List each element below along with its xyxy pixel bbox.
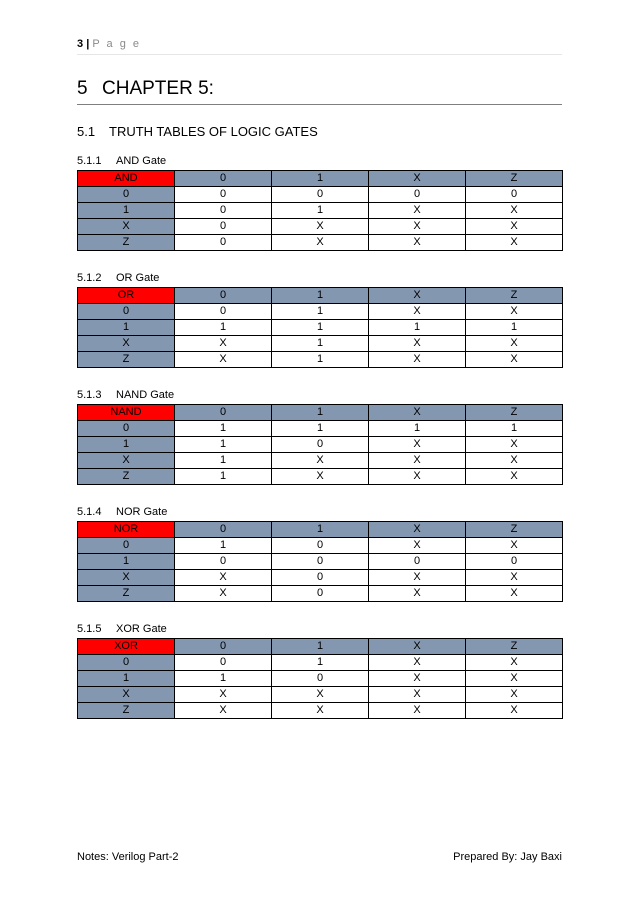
table-cell: 0	[466, 554, 563, 570]
column-header: 0	[175, 405, 272, 421]
gate-name-cell: NOR	[78, 522, 175, 538]
table-cell: X	[369, 538, 466, 554]
table-row	[78, 453, 563, 469]
section-title: TRUTH TABLES OF LOGIC GATES	[109, 124, 318, 139]
table-cell: X	[369, 203, 466, 219]
table-cell: 1	[272, 320, 369, 336]
column-header: 0	[175, 171, 272, 187]
table-cell: X	[175, 586, 272, 602]
gate-name-cell: OR	[78, 288, 175, 304]
table-cell: 0	[272, 586, 369, 602]
table-heading	[77, 623, 167, 635]
column-header: 1	[272, 405, 369, 421]
chapter-title: CHAPTER 5:	[102, 78, 214, 99]
table-cell: 0	[272, 671, 369, 687]
truth-table	[77, 521, 563, 602]
table-cell: 0	[369, 554, 466, 570]
table-cell: 1	[175, 437, 272, 453]
column-header: Z	[466, 639, 563, 655]
row-header: X	[78, 687, 175, 703]
row-header: 0	[78, 304, 175, 320]
table-title: NOR Gate	[116, 506, 168, 518]
table-cell: X	[175, 336, 272, 352]
table-cell: 0	[175, 304, 272, 320]
table-cell: 1	[272, 304, 369, 320]
row-header: 0	[78, 187, 175, 203]
table-cell: 0	[175, 219, 272, 235]
table-cell: X	[466, 336, 563, 352]
table-header-row	[78, 522, 563, 538]
table-row	[78, 336, 563, 352]
table-number: 5.1.5	[77, 623, 102, 635]
row-header: 0	[78, 421, 175, 437]
table-row	[78, 203, 563, 219]
table-cell: X	[272, 235, 369, 251]
table-cell: 1	[466, 421, 563, 437]
table-cell: 0	[369, 187, 466, 203]
section-number: 5.1	[77, 124, 96, 139]
row-header: Z	[78, 235, 175, 251]
table-cell: X	[369, 235, 466, 251]
table-cell: X	[466, 219, 563, 235]
chapter-number: 5	[77, 78, 88, 99]
table-cell: X	[369, 655, 466, 671]
table-title: XOR Gate	[116, 623, 167, 635]
table-cell: X	[466, 203, 563, 219]
table-cell: 0	[175, 187, 272, 203]
table-cell: X	[369, 703, 466, 719]
table-row	[78, 304, 563, 320]
table-cell: X	[369, 437, 466, 453]
column-header: X	[369, 405, 466, 421]
table-cell: X	[369, 219, 466, 235]
table-cell: X	[466, 687, 563, 703]
chapter-heading	[77, 78, 562, 105]
table-cell: X	[369, 586, 466, 602]
table-cell: 1	[175, 538, 272, 554]
gate-name-cell: AND	[78, 171, 175, 187]
table-cell: X	[369, 352, 466, 368]
table-cell: X	[369, 671, 466, 687]
table-cell: 0	[175, 655, 272, 671]
table-cell: X	[369, 570, 466, 586]
table-heading	[77, 506, 167, 518]
column-header: 1	[272, 288, 369, 304]
table-number: 5.1.1	[77, 155, 102, 167]
table-heading	[77, 389, 174, 401]
table-row	[78, 469, 563, 485]
table-cell: 0	[175, 203, 272, 219]
table-row	[78, 187, 563, 203]
table-cell: 1	[272, 352, 369, 368]
table-cell: X	[272, 453, 369, 469]
row-header: Z	[78, 352, 175, 368]
table-header-row	[78, 639, 563, 655]
table-cell: 0	[175, 554, 272, 570]
table-heading	[77, 155, 166, 167]
row-header: 0	[78, 655, 175, 671]
table-cell: X	[369, 304, 466, 320]
column-header: 1	[272, 522, 369, 538]
table-cell: X	[175, 687, 272, 703]
row-header: 1	[78, 554, 175, 570]
table-cell: 1	[272, 203, 369, 219]
table-cell: X	[272, 687, 369, 703]
row-header: X	[78, 219, 175, 235]
table-row	[78, 703, 563, 719]
column-header: Z	[466, 288, 563, 304]
table-row	[78, 671, 563, 687]
table-cell: 0	[175, 235, 272, 251]
table-cell: X	[466, 304, 563, 320]
footer-author: Prepared By: Jay Baxi	[453, 851, 562, 863]
page-header	[77, 38, 562, 55]
table-row	[78, 219, 563, 235]
table-heading	[77, 272, 159, 284]
table-cell: 1	[272, 421, 369, 437]
table-cell: X	[466, 469, 563, 485]
table-number: 5.1.2	[77, 272, 102, 284]
table-cell: 1	[369, 421, 466, 437]
table-title: NAND Gate	[116, 389, 175, 401]
row-header: 1	[78, 203, 175, 219]
table-header-row	[78, 288, 563, 304]
row-header: X	[78, 453, 175, 469]
table-cell: 1	[175, 320, 272, 336]
table-cell: X	[175, 703, 272, 719]
table-cell: 1	[272, 336, 369, 352]
table-cell: 1	[272, 655, 369, 671]
table-number: 5.1.3	[77, 389, 102, 401]
table-cell: X	[369, 453, 466, 469]
table-row	[78, 655, 563, 671]
table-row	[78, 570, 563, 586]
table-cell: X	[175, 352, 272, 368]
table-row	[78, 687, 563, 703]
table-cell: X	[466, 671, 563, 687]
page-separator: |	[86, 38, 90, 50]
gate-name-cell: NAND	[78, 405, 175, 421]
row-header: Z	[78, 586, 175, 602]
table-cell: 1	[175, 453, 272, 469]
table-cell: X	[466, 352, 563, 368]
row-header: X	[78, 336, 175, 352]
table-cell: 1	[175, 671, 272, 687]
column-header: Z	[466, 405, 563, 421]
row-header: 1	[78, 437, 175, 453]
column-header: 1	[272, 639, 369, 655]
table-row	[78, 437, 563, 453]
table-title: OR Gate	[116, 272, 160, 284]
row-header: Z	[78, 469, 175, 485]
table-title: AND Gate	[116, 155, 167, 167]
table-cell: 0	[466, 187, 563, 203]
section-heading	[77, 124, 318, 139]
table-cell: X	[369, 469, 466, 485]
table-cell: X	[466, 235, 563, 251]
column-header: X	[369, 522, 466, 538]
table-cell: X	[175, 570, 272, 586]
column-header: X	[369, 639, 466, 655]
table-row	[78, 421, 563, 437]
column-header: Z	[466, 171, 563, 187]
table-cell: 1	[175, 421, 272, 437]
table-row	[78, 235, 563, 251]
table-cell: X	[466, 703, 563, 719]
table-row	[78, 352, 563, 368]
table-cell: X	[272, 469, 369, 485]
table-cell: X	[466, 538, 563, 554]
row-header: 1	[78, 320, 175, 336]
table-cell: X	[466, 655, 563, 671]
table-cell: 1	[175, 469, 272, 485]
table-cell: 1	[369, 320, 466, 336]
table-header-row	[78, 171, 563, 187]
column-header: 0	[175, 639, 272, 655]
table-row	[78, 554, 563, 570]
row-header: 1	[78, 671, 175, 687]
row-header: 0	[78, 538, 175, 554]
table-cell: 0	[272, 570, 369, 586]
table-cell: 1	[466, 320, 563, 336]
column-header: X	[369, 288, 466, 304]
truth-table	[77, 638, 563, 719]
table-cell: X	[369, 687, 466, 703]
footer-notes: Notes: Verilog Part-2	[77, 851, 179, 863]
table-cell: 0	[272, 538, 369, 554]
column-header: 0	[175, 522, 272, 538]
truth-table	[77, 404, 563, 485]
table-cell: 0	[272, 554, 369, 570]
table-row	[78, 320, 563, 336]
table-cell: X	[272, 703, 369, 719]
page-number: 3	[77, 38, 84, 50]
truth-table	[77, 287, 563, 368]
table-cell: X	[466, 453, 563, 469]
table-cell: 0	[272, 187, 369, 203]
table-cell: X	[369, 336, 466, 352]
table-cell: X	[466, 437, 563, 453]
table-header-row	[78, 405, 563, 421]
table-row	[78, 586, 563, 602]
page-footer	[77, 851, 562, 863]
row-header: Z	[78, 703, 175, 719]
gate-name-cell: XOR	[78, 639, 175, 655]
column-header: X	[369, 171, 466, 187]
table-cell: X	[272, 219, 369, 235]
row-header: X	[78, 570, 175, 586]
column-header: Z	[466, 522, 563, 538]
page-label: P a g e	[92, 38, 141, 50]
table-cell: 0	[272, 437, 369, 453]
column-header: 1	[272, 171, 369, 187]
table-number: 5.1.4	[77, 506, 102, 518]
column-header: 0	[175, 288, 272, 304]
table-cell: X	[466, 586, 563, 602]
table-row	[78, 538, 563, 554]
truth-table	[77, 170, 563, 251]
table-cell: X	[466, 570, 563, 586]
